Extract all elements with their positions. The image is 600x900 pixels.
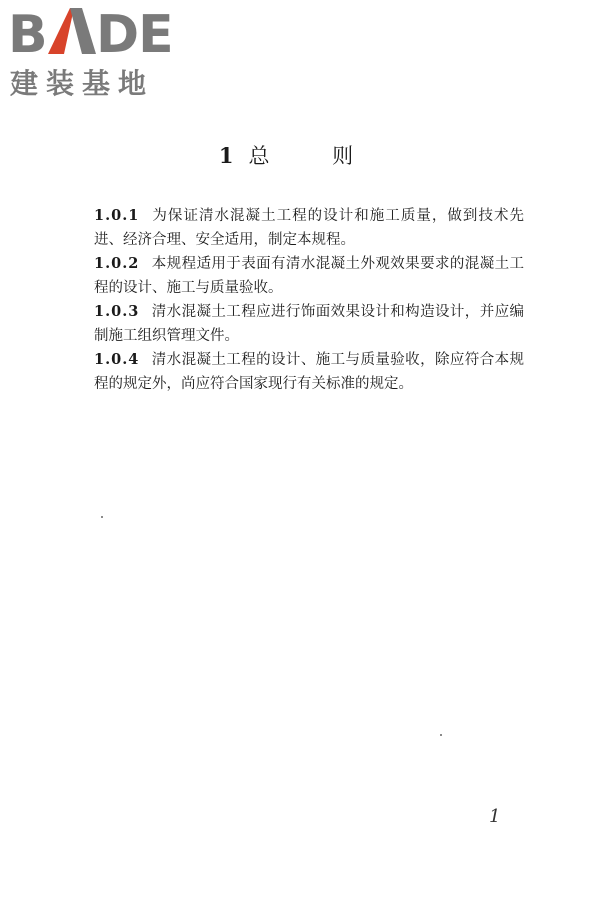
- clause: [94, 348, 524, 396]
- brand-logo: [8, 4, 178, 100]
- clause: [94, 300, 524, 348]
- clause-text: 为保证清水混凝土工程的设计和施工质量，做到技术先进、经济合理、安全适用，制定本规程。: [94, 208, 524, 248]
- chapter-name: 总 则: [248, 144, 382, 168]
- page-number: 1: [489, 806, 501, 827]
- chapter-title: [0, 140, 600, 170]
- clause-number: 1.0.2: [94, 255, 140, 272]
- clause-text: 清水混凝土工程的设计、施工与质量验收，除应符合本规程的规定外，尚应符合国家现行有关标准的规定。: [94, 352, 524, 392]
- scan-speck: [440, 734, 442, 736]
- clause: [94, 204, 524, 252]
- clause-text: 本规程适用于表面有清水混凝土外观效果要求的混凝土工程的设计、施工与质量验收。: [94, 256, 524, 296]
- bade-logo-icon: [8, 4, 178, 60]
- clause-number: 1.0.4: [94, 351, 140, 368]
- clause-number: 1.0.1: [94, 207, 140, 224]
- scan-speck: [101, 516, 103, 518]
- clause-text: 清水混凝土工程应进行饰面效果设计和构造设计，并应编制施工组织管理文件。: [94, 304, 524, 344]
- clause-list: [94, 204, 524, 396]
- clause-number: 1.0.3: [94, 303, 140, 320]
- logo-subtitle: 建装基地: [10, 67, 155, 100]
- chapter-number: 1: [218, 143, 235, 168]
- svg-text:B: B: [8, 5, 47, 60]
- svg-text:DE: DE: [96, 5, 173, 60]
- clause: [94, 252, 524, 300]
